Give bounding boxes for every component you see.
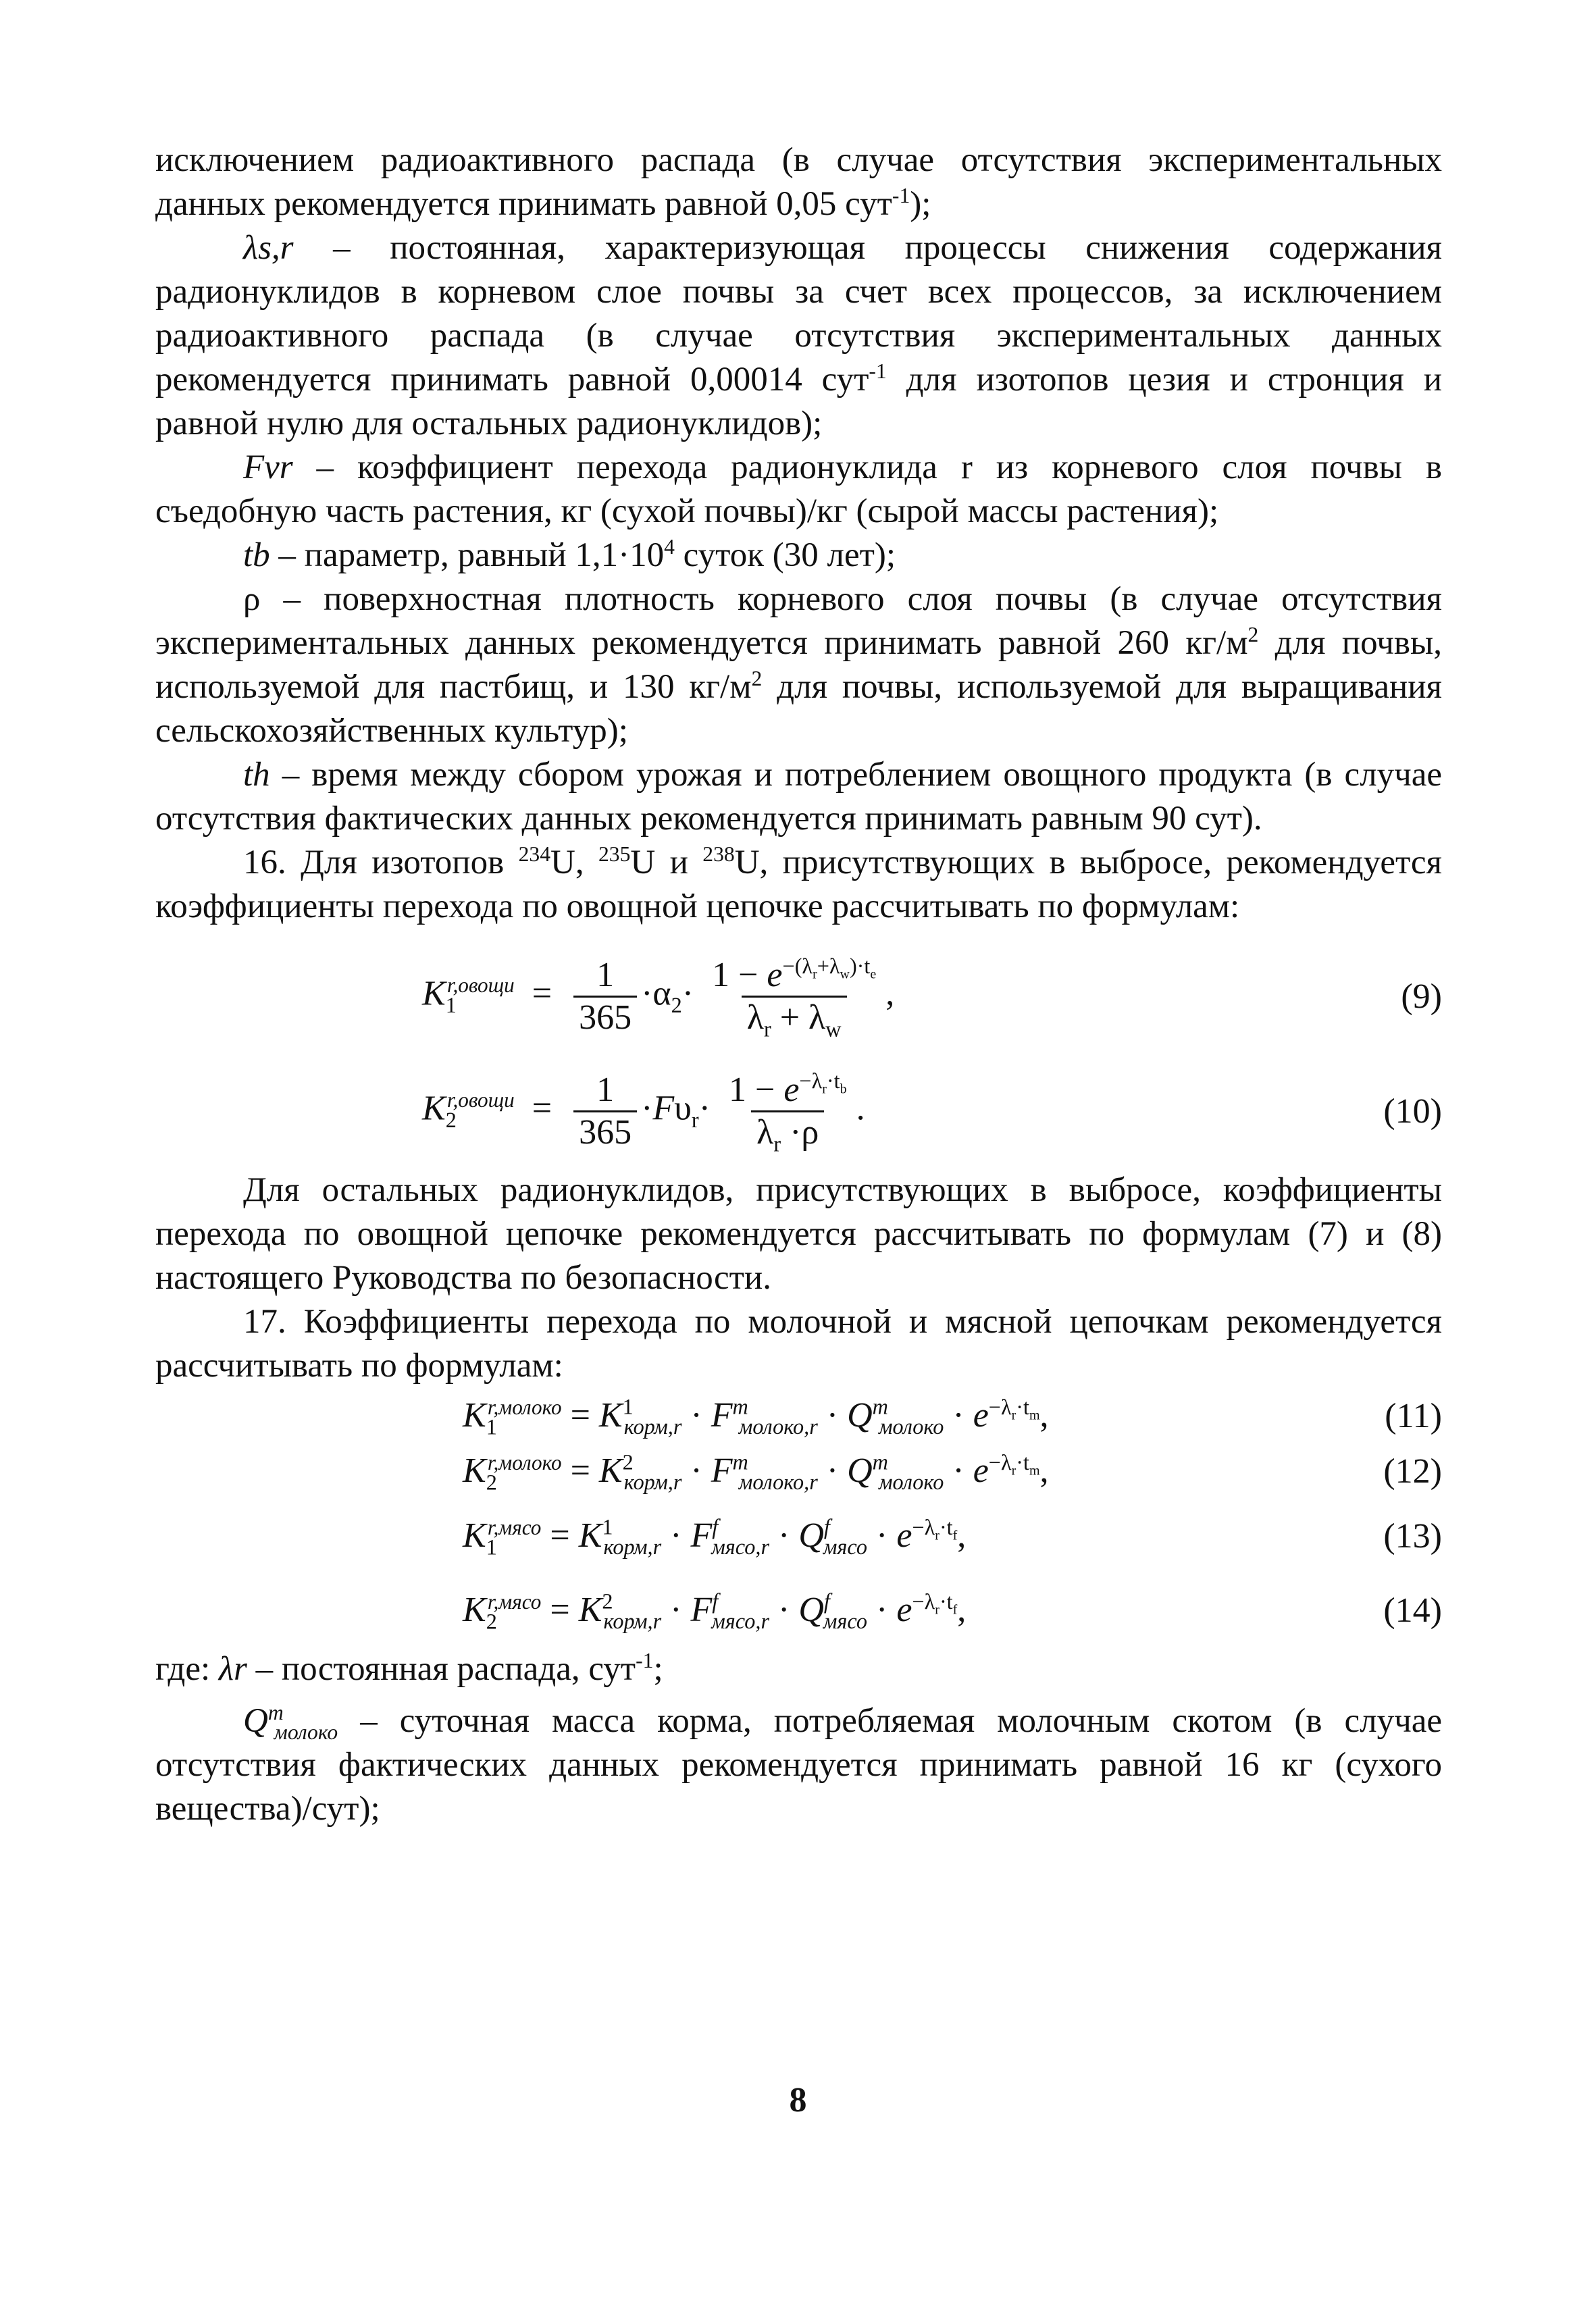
paragraph-where-lambda: где: λr – постоянная распада, сут$^{-1}$; [155, 1649, 663, 1688]
formula-12-body: $K_2^{r,молоко} = K^2_{корм,r} \cdot F^m_{молоко,r} \cdot Q^m_{молоко} \cdot e^{-\lambda_r\cdot t_m}$, [463, 1449, 1049, 1495]
equation-number-10: (10) [1383, 1091, 1442, 1131]
paragraph-tb: tb – параметр, равный $1,1\cdot 10^4$ суток (30 лет); [243, 535, 896, 574]
formula-10 [155, 1060, 1442, 1162]
paragraph-fv: Fvr – коэффициент перехода радионуклида r из корневого слоя почвы в съедобную часть растения, кг (сухой почвы)/кг (сырой массы растения); [155, 448, 1442, 530]
equation-number-9: (9) [1401, 977, 1442, 1016]
paragraph-lambda-s: λs,r – постоянная, характеризующая процессы снижения содержания радионуклидов в корневом слое почвы за счет всех процессов, за исключением радиоактивного распада (в случае отсутствия экспериментальных данных рекомендуется принимать равной 0,00014 сут$^{-1}$ для изотопов цезия и стронция и равной нулю для остальных радионуклидов); [155, 229, 1442, 442]
paragraph-decay-note: исключением радиоактивного распада (в случае отсутствия экспериментальных данных рекомендуется принимать равной 0,05 сут$^{-1}$); [155, 141, 1442, 223]
formula-13-body: $K_1^{r,мясо} = K^1_{корм,r} \cdot F^f_{мясо,r} \cdot Q^f_{мясо} \cdot e^{-\lambda_r\cdot t_f}$, [463, 1514, 967, 1560]
equation-number-12: (12) [1383, 1451, 1442, 1491]
formula-9-body: $K_1^{r,овощи}$ = $\frac{1}{365}$ $\cdot\alpha_2\cdot$ $\frac{1 - e^{-(\lambda_r+\lambda_w)\cdot t_e}}{\lambda_r + \lambda_w}$ , [422, 954, 895, 1041]
paragraph-17: 17. Коэффициенты перехода по молочной и мясной цепочкам рекомендуется рассчитывать по формулам: [155, 1303, 1442, 1385]
paragraph-th: th – время между сбором урожая и потреблением овощного продукта (в случае отсутствия фактических данных рекомендуется принимать равным 90 сут). [155, 756, 1442, 838]
equation-number-13: (13) [1383, 1516, 1442, 1555]
formula-14 [155, 1573, 1442, 1647]
formula-12 [155, 1443, 1442, 1499]
formula-11-body: $K_1^{r,молоко} = K^1_{корм,r} \cdot F^m_{молоко,r} \cdot Q^m_{молоко} \cdot e^{-\lambda_r\cdot t_m}$, [463, 1394, 1049, 1439]
paragraph-other-radionuclides: Для остальных радионуклидов, присутствующих в выбросе, коэффициенты перехода по овощной цепочке рекомендуется рассчитывать по формулам (7) и (8) настоящего Руководства по безопасности. [155, 1171, 1442, 1297]
formula-11 [155, 1388, 1442, 1443]
page-number: 8 [789, 2081, 807, 2119]
formula-13 [155, 1499, 1442, 1573]
equation-number-14: (14) [1383, 1591, 1442, 1630]
formula-10-body: $K_2^{r,овощи}$ = $\frac{1}{365}$ $\cdot F\upsilon_r\cdot$ $\frac{1 - e^{-\lambda_r\cdot t_b}}{\lambda_r \cdot\rho}$ . [422, 1069, 865, 1156]
equation-number-11: (11) [1385, 1396, 1442, 1435]
paragraph-rho: ρ – поверхностная плотность корневого слоя почвы (в случае отсутствия экспериментальных данных рекомендуется принимать равной 260 $кг/м^2$ для почвы, используемой для пастбищ, и 130 $кг/м^2$ для почвы, используемой для выращивания сельскохозяйственных культур); [155, 580, 1443, 750]
paragraph-q-milk: $Q^m_{молоко}$ – суточная масса корма, потребляемая молочным скотом (в случае отсутствия фактических данных рекомендуется принимать равной 16 кг (сухого вещества)/сут); [155, 1701, 1442, 1828]
formula-9 [155, 932, 1442, 1060]
formula-14-body: $K_2^{r,мясо} = K^2_{корм,r} \cdot F^f_{мясо,r} \cdot Q^f_{мясо} \cdot e^{-\lambda_r\cdot t_f}$, [463, 1589, 967, 1634]
document-body [155, 138, 1442, 1831]
paragraph-16: 16. Для изотопов $^{234}$U, $^{235}$U и $^{238}$U, присутствующих в выбросе, рекомендуется коэффициенты перехода по овощной цепочке рассчитывать по формулам: [155, 842, 1442, 925]
